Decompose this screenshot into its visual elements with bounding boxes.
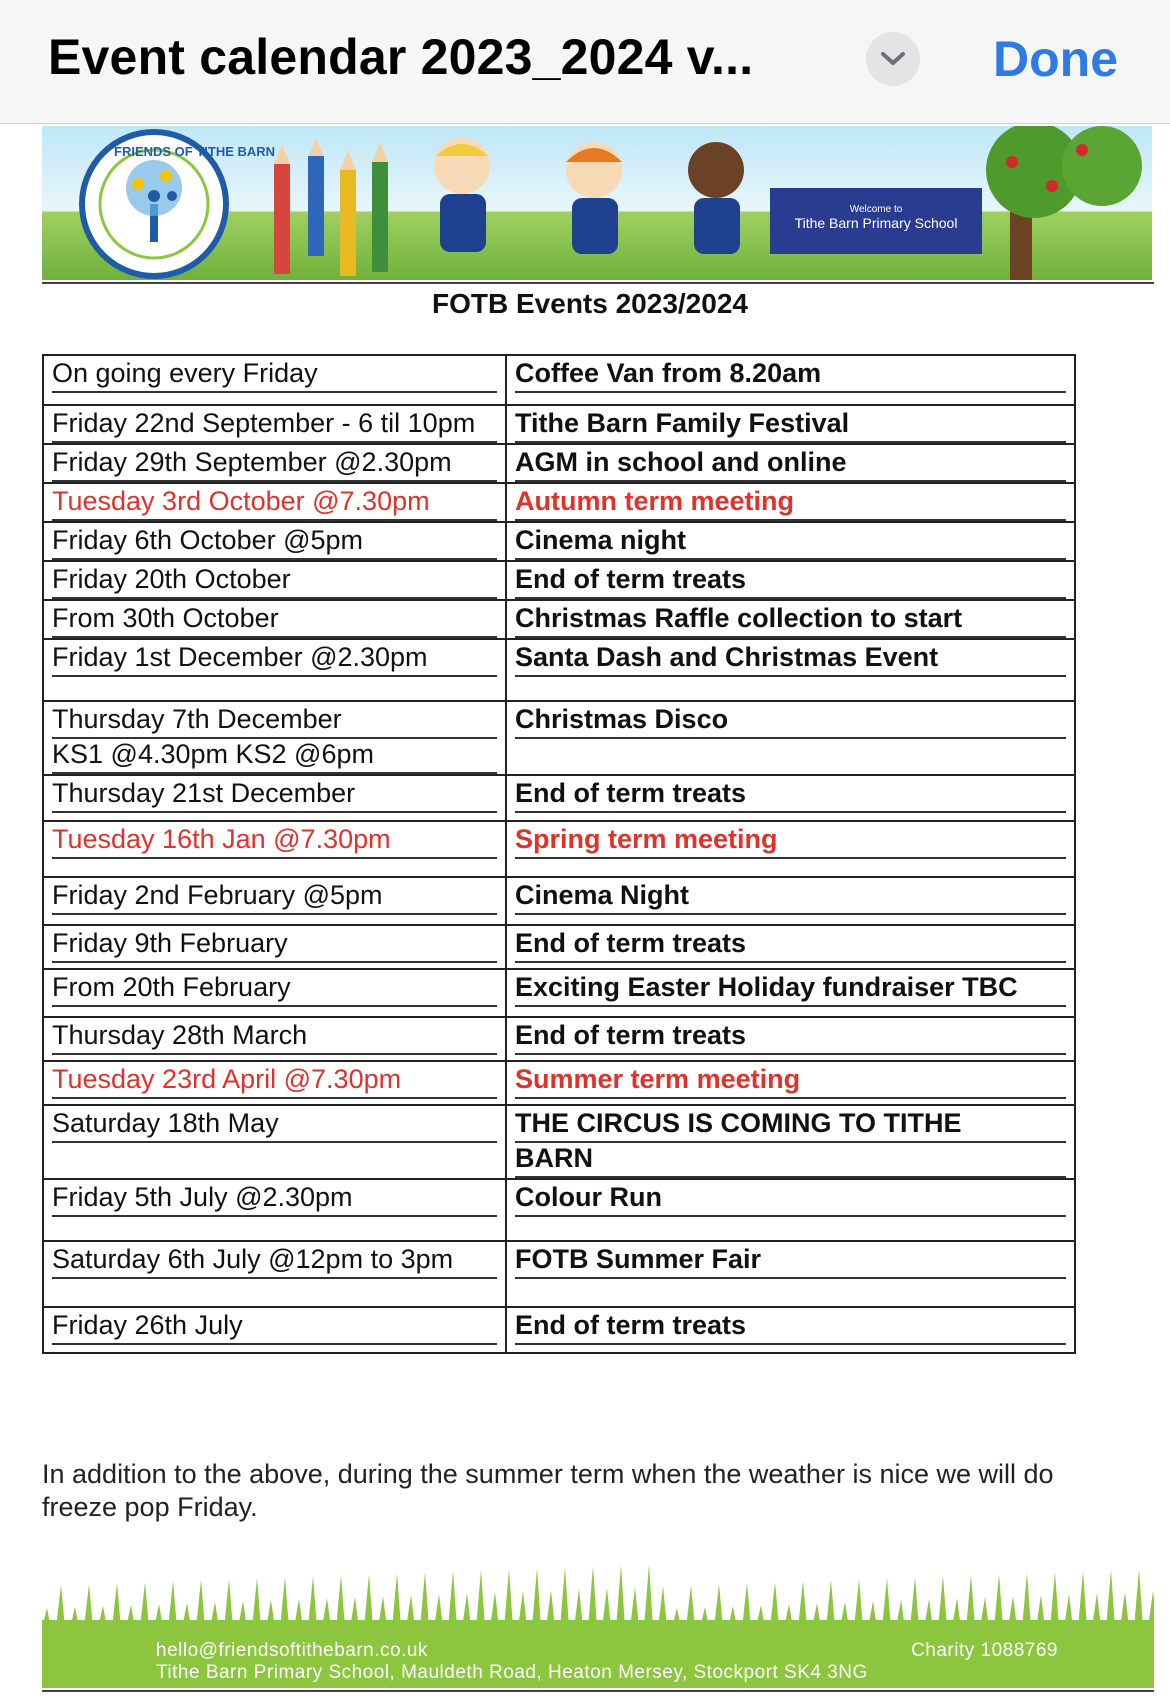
event-date-cell <box>43 561 506 600</box>
event-row <box>43 1307 1075 1353</box>
divider <box>42 1690 1154 1692</box>
event-date-cell <box>43 1241 506 1307</box>
event-name: End of term treats <box>515 1310 1066 1345</box>
event-date-cell <box>43 355 506 405</box>
apple-tree-illustration <box>986 126 1142 280</box>
event-date-cell <box>43 405 506 444</box>
event-name: Santa Dash and Christmas Event <box>515 642 1066 677</box>
event-date-cell <box>43 1307 506 1353</box>
event-date: Tuesday 3rd October @7.30pm <box>52 486 497 521</box>
event-date: From 30th October <box>52 603 497 638</box>
event-row <box>43 701 1075 775</box>
event-name-cell <box>506 821 1075 877</box>
summer-note: In addition to the above, during the summer term when the weather is nice we will do freeze pop Friday. <box>42 1459 1054 1522</box>
event-row <box>43 877 1075 925</box>
event-row <box>43 355 1075 405</box>
event-date: Thursday 21st December <box>52 778 497 813</box>
pencils-illustration <box>274 138 388 276</box>
done-button[interactable]: Done <box>993 31 1118 87</box>
event-name-cell <box>506 1241 1075 1307</box>
event-date: Tuesday 16th Jan @7.30pm <box>52 824 497 859</box>
event-date-cell <box>43 775 506 821</box>
event-row <box>43 1179 1075 1241</box>
event-row <box>43 925 1075 969</box>
event-date: Thursday 28th March <box>52 1020 497 1055</box>
event-name: End of term treats <box>515 564 1066 599</box>
event-date-cell <box>43 600 506 639</box>
event-row <box>43 561 1075 600</box>
event-date-cell <box>43 877 506 925</box>
event-date: Friday 9th February <box>52 928 497 963</box>
event-name-cell <box>506 561 1075 600</box>
event-date: Saturday 6th July @12pm to 3pm <box>52 1244 497 1279</box>
event-name-cell <box>506 1179 1075 1241</box>
event-name-cell <box>506 483 1075 522</box>
footer-address: Tithe Barn Primary School, Mauldeth Road, Heaton Mersey, Stockport SK4 3NG <box>156 1662 868 1683</box>
sign-line1: Welcome to <box>849 204 903 215</box>
document-title[interactable]: Event calendar 2023_2024 v... <box>48 29 754 85</box>
document-heading: FOTB Events 2023/2024 <box>432 288 748 319</box>
event-name-cell <box>506 1105 1075 1179</box>
event-row <box>43 1105 1075 1179</box>
event-date-cell <box>43 821 506 877</box>
event-name: Coffee Van from 8.20am <box>515 358 1066 393</box>
chevron-down-icon[interactable] <box>866 32 920 86</box>
event-date: Friday 20th October <box>52 564 497 599</box>
event-row <box>43 1241 1075 1307</box>
event-date: Friday 29th September @2.30pm <box>52 447 497 482</box>
event-row <box>43 405 1075 444</box>
divider <box>42 282 1154 284</box>
event-row <box>43 639 1075 701</box>
event-row <box>43 1061 1075 1105</box>
event-name: Autumn term meeting <box>515 486 1066 521</box>
event-row <box>43 775 1075 821</box>
event-date-cell <box>43 969 506 1017</box>
event-date-cell <box>43 522 506 561</box>
document-viewer-header <box>0 0 1170 124</box>
fotb-logo <box>82 132 275 276</box>
event-date: On going every Friday <box>52 358 497 393</box>
event-row <box>43 821 1075 877</box>
event-name: End of term treats <box>515 928 1066 963</box>
event-name-cell <box>506 1061 1075 1105</box>
event-name-cell <box>506 925 1075 969</box>
event-name-cell <box>506 701 1075 775</box>
event-name: AGM in school and online <box>515 447 1066 482</box>
event-date: Friday 6th October @5pm <box>52 525 497 560</box>
footer-email: hello@friendsoftithebarn.co.uk <box>156 1640 428 1661</box>
event-row <box>43 444 1075 483</box>
event-date-cell <box>43 1061 506 1105</box>
event-name: Colour Run <box>515 1182 1066 1217</box>
event-name-cell <box>506 1017 1075 1061</box>
event-date-cell <box>43 1105 506 1179</box>
school-banner <box>42 126 1152 280</box>
event-row <box>43 1017 1075 1061</box>
event-name: Exciting Easter Holiday fundraiser TBC <box>515 972 1066 1007</box>
event-row <box>43 600 1075 639</box>
event-name-cell <box>506 405 1075 444</box>
event-name: Cinema Night <box>515 880 1066 915</box>
sign-line2: Tithe Barn Primary School <box>794 215 958 231</box>
event-name-cell <box>506 775 1075 821</box>
event-date-cell <box>43 483 506 522</box>
event-date: Saturday 18th May <box>52 1108 497 1143</box>
event-date-cell <box>43 1017 506 1061</box>
events-table <box>42 354 1076 1354</box>
event-date: Friday 5th July @2.30pm <box>52 1182 497 1217</box>
logo-text: FRIENDS OF TITHE BARN <box>114 144 276 159</box>
event-name: Spring term meeting <box>515 824 1066 859</box>
event-name: Summer term meeting <box>515 1064 1066 1099</box>
event-date-cell <box>43 925 506 969</box>
event-name-cell <box>506 444 1075 483</box>
event-row <box>43 522 1075 561</box>
event-date-cell <box>43 1179 506 1241</box>
event-date-cell <box>43 639 506 701</box>
event-name: BARN <box>515 1143 1066 1178</box>
event-name: THE CIRCUS IS COMING TO TITHE <box>515 1108 1066 1143</box>
event-name: Cinema night <box>515 525 1066 560</box>
event-name: End of term treats <box>515 778 1066 813</box>
event-date-cell <box>43 701 506 775</box>
event-date: Friday 26th July <box>52 1310 497 1345</box>
event-date: Friday 1st December @2.30pm <box>52 642 497 677</box>
event-name-cell <box>506 1307 1075 1353</box>
event-date-cell <box>43 444 506 483</box>
event-name: End of term treats <box>515 1020 1066 1055</box>
event-date: Friday 2nd February @5pm <box>52 880 497 915</box>
children-illustration <box>434 138 744 254</box>
event-name-cell <box>506 600 1075 639</box>
event-date: Thursday 7th December <box>52 704 497 739</box>
footer-charity: Charity 1088769 <box>911 1640 1058 1661</box>
event-name: Christmas Disco <box>515 704 1066 739</box>
school-sign <box>770 188 982 254</box>
grass-footer <box>42 1558 1154 1688</box>
event-row <box>43 483 1075 522</box>
event-name: Tithe Barn Family Festival <box>515 408 1066 443</box>
event-name-cell <box>506 355 1075 405</box>
event-date: Tuesday 23rd April @7.30pm <box>52 1064 497 1099</box>
event-name: Christmas Raffle collection to start <box>515 603 1066 638</box>
event-date: From 20th February <box>52 972 497 1007</box>
event-name-cell <box>506 639 1075 701</box>
event-name-cell <box>506 969 1075 1017</box>
event-date: Friday 22nd September - 6 til 10pm <box>52 408 497 443</box>
event-name-cell <box>506 522 1075 561</box>
event-date: KS1 @4.30pm KS2 @6pm <box>52 739 497 774</box>
event-name-cell <box>506 877 1075 925</box>
event-name: FOTB Summer Fair <box>515 1244 1066 1279</box>
event-row <box>43 969 1075 1017</box>
